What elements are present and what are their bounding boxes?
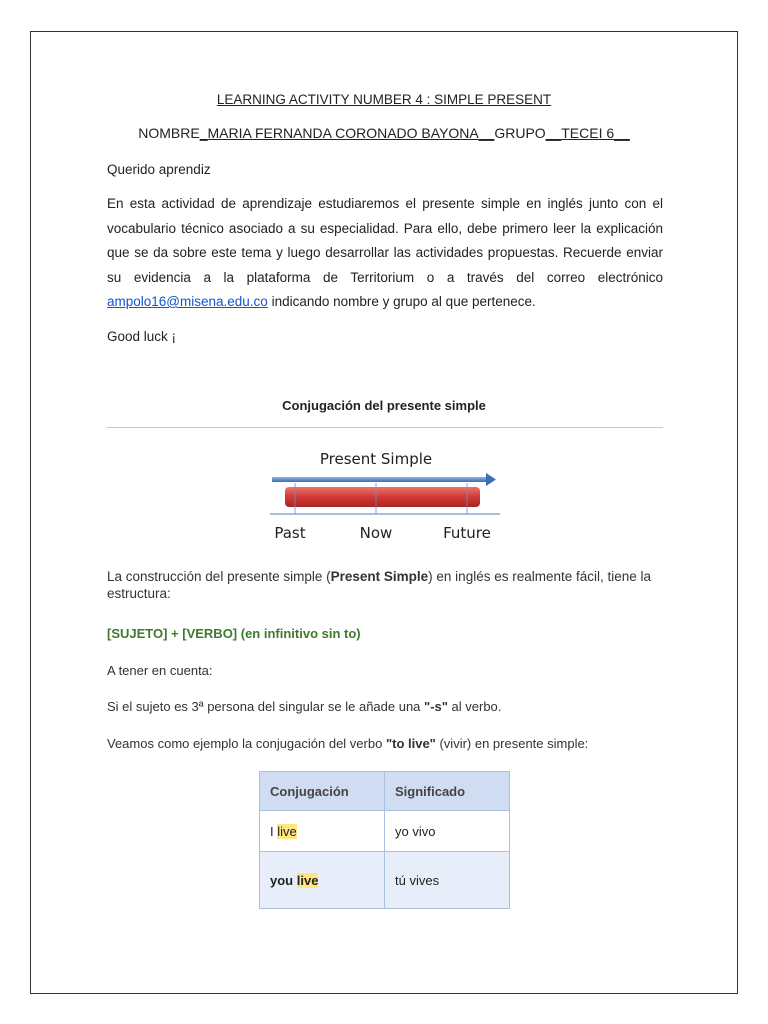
- third-person-rule: Si el sujeto es 3ª persona del singular se le añade una "-s" al verbo.: [107, 699, 502, 714]
- table-header-row: [260, 772, 510, 811]
- meaning-cell: yo vivo: [385, 811, 510, 852]
- nombre-value: _MARIA FERNANDA CORONADO BAYONA__: [199, 125, 495, 141]
- label-future: Future: [443, 524, 491, 542]
- conjugation-table: [259, 771, 510, 909]
- meaning-cell: tú vives: [385, 852, 510, 909]
- label-past: Past: [274, 524, 306, 542]
- diagram-title: Present Simple: [319, 450, 433, 468]
- table-row: [260, 852, 510, 909]
- construction-text: La construcción del presente simple (Present Simple) en inglés es realmente fácil, tiene la estructura:: [107, 569, 652, 601]
- label-now: Now: [359, 524, 393, 542]
- name-line: [0, 125, 768, 141]
- grupo-value: __TECEI 6__: [545, 125, 630, 141]
- present-simple-diagram: [260, 443, 510, 553]
- formula: [SUJETO] + [VERBO] (en infinitivo sin to): [107, 626, 361, 641]
- greeting: Querido aprendiz: [107, 162, 211, 177]
- intro-paragraph: En esta actividad de aprendizaje estudiaremos el presente simple en inglés junto con el vocabulario técnico asociado a su especialidad. Para ello, debe primero leer la explicación que se da sobre este tema y luego desarrollar las actividades propuestas. Recuerde enviar su evidencia a la plataforma de Territorium o a través del correo electrónico ampolo16@misena.edu.co indicando nombre y grupo al que pertenece.: [107, 196, 663, 309]
- example-intro: Veamos como ejemplo la conjugación del verbo "to live" (vivir) en presente simple:: [107, 736, 589, 751]
- good-luck: Good luck ¡: [107, 329, 177, 344]
- nombre-label: NOMBRE: [138, 125, 200, 141]
- divider: [106, 427, 663, 428]
- conjugation-cell: I live: [260, 811, 385, 852]
- email-link[interactable]: ampolo16@misena.edu.co: [107, 294, 268, 309]
- activity-title: LEARNING ACTIVITY NUMBER 4 : SIMPLE PRESENT: [216, 92, 552, 107]
- timeline-arrow-icon: [272, 473, 496, 486]
- header-conjugacion: Conjugación: [260, 772, 385, 811]
- header-significado: Significado: [385, 772, 510, 811]
- section-heading: Conjugación del presente simple: [282, 398, 486, 413]
- timeline-bar: [285, 487, 480, 507]
- table-row: [260, 811, 510, 852]
- grupo-label: GRUPO: [494, 125, 546, 141]
- note-heading: A tener en cuenta:: [107, 663, 213, 678]
- conjugation-cell: you live: [260, 852, 385, 909]
